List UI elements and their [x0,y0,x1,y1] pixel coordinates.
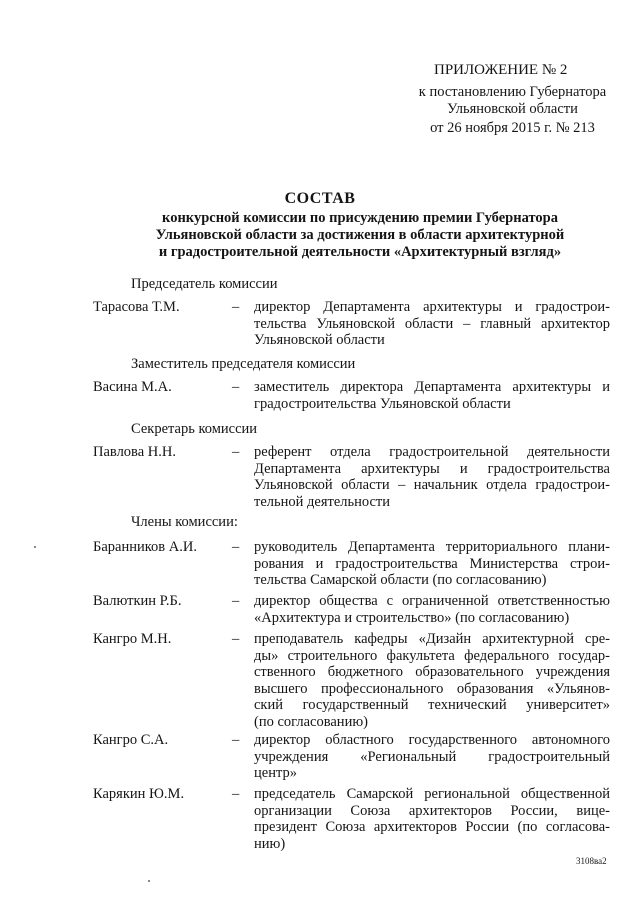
member-name: Баранников А.И. [93,539,197,555]
document-subtitle-line: конкурсной комиссии по присуждению премии Губернатора [162,210,558,226]
member-dash: – [232,539,240,555]
document-title: СОСТАВ [284,190,356,207]
member-description: референт отдела градостроительной деятельности Департамента архитектуры и градостроительства Ульяновской области – начальник отдела градострои- тельной деятельности [254,444,610,510]
member-dash: – [232,379,240,395]
section-heading-members: Члены комиссии: [131,514,238,530]
member-dash: – [232,732,240,748]
member-name: Тарасова Т.М. [93,299,180,315]
member-description: руководитель Департамента территориального плани- рования и градостроительства Министерства строи- тельства Самарской области (по согласованию) [254,539,610,588]
member-description: преподаватель кафедры «Дизайн архитектурной сре- ды» строительного факультета федерального государ- ственного бюджетного образовательного учреждения высшего профессионального образования «Ульянов- ский государственный технический университет» (по согласованию) [254,631,610,730]
member-description: директор областного государственного автономного учреждения «Региональный градостроительный центр» [254,732,610,781]
member-name: Кангро С.А. [93,732,169,748]
appendix-title: ПРИЛОЖЕНИЕ № 2 [434,62,568,78]
member-dash: – [232,631,240,647]
appendix-line-region: Ульяновской области [447,101,578,117]
document-subtitle-line: Ульяновской области за достижения в области архитектурной [155,227,565,243]
member-description: директор общества с ограниченной ответственностью «Архитектура и строительство» (по согласованию) [254,593,610,626]
member-name: Карякин Ю.М. [93,786,185,802]
scan-speck [148,880,150,882]
member-dash: – [232,444,240,460]
member-description: директор Департамента архитектуры и градострои- тельства Ульяновской области – главный архитектор Ульяновской области [254,299,610,348]
section-heading-chairman: Председатель комиссии [131,276,278,292]
appendix-line-decree: к постановлению Губернатора [418,84,607,100]
member-dash: – [232,299,240,315]
member-description: председатель Самарской региональной общественной организации Союза архитекторов России, вице- президент Союза архитекторов России (по согласова- нию) [254,786,610,852]
scan-speck [34,546,36,548]
page-code: 3108ва2 [576,856,607,866]
member-name: Валюткин Р.Б. [93,593,182,609]
member-description: заместитель директора Департамента архитектуры и градостроительства Ульяновской области [254,379,610,412]
member-name: Павлова Н.Н. [93,444,176,460]
section-heading-secretary: Секретарь комиссии [131,421,258,437]
section-heading-deputy: Заместитель председателя комиссии [131,356,356,372]
member-dash: – [232,786,240,802]
document-subtitle-line: и градостроительной деятельности «Архитектурный взгляд» [158,244,562,260]
appendix-line-date: от 26 ноября 2015 г. № 213 [430,120,595,136]
member-name: Васина М.А. [93,379,172,395]
member-name: Кангро М.Н. [93,631,172,647]
member-dash: – [232,593,240,609]
